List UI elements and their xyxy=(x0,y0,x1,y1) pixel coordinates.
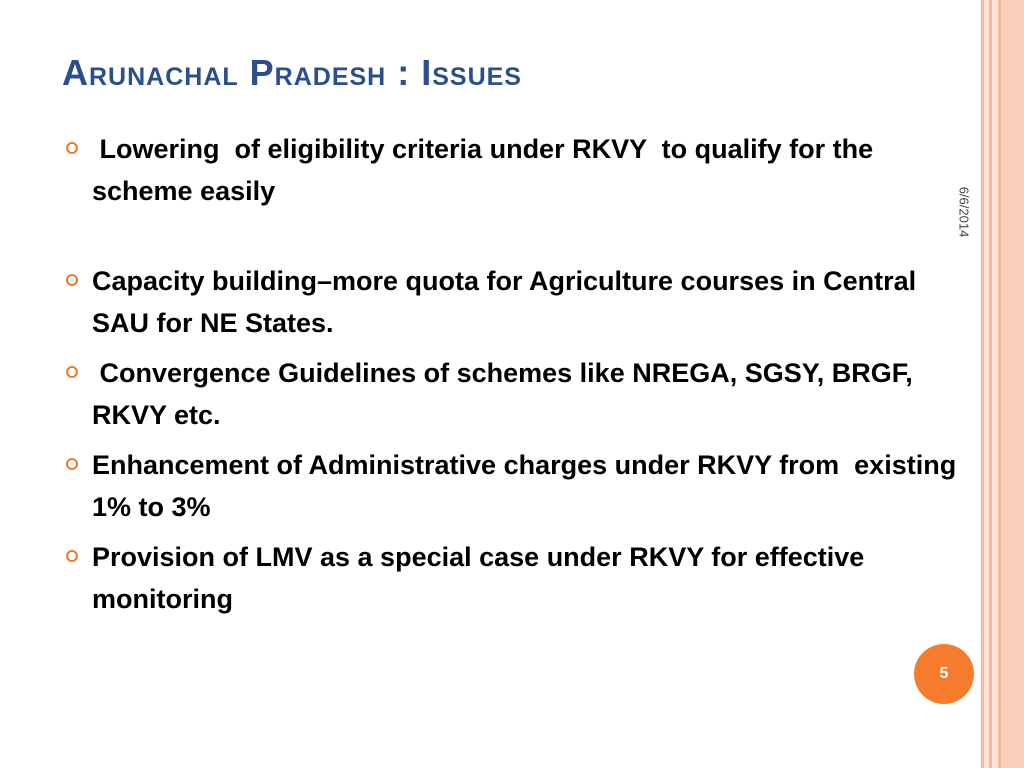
bullet-text: Lowering of eligibility criteria under RKVY to qualify for the scheme easily xyxy=(92,134,881,206)
bullet-text: Convergence Guidelines of schemes like NREGA, SGSY, BRGF, RKVY etc. xyxy=(92,358,921,430)
slide-title: Arunachal Pradesh : Issues xyxy=(62,52,522,93)
page-number: 5 xyxy=(939,665,949,682)
bullet-circle-icon xyxy=(66,458,78,470)
decorative-stripe xyxy=(1001,0,1024,768)
bullet-text: Capacity building–more quota for Agriculture courses in Central SAU for NE States. xyxy=(92,266,924,338)
bullet-circle-icon xyxy=(66,550,78,562)
bullet-list xyxy=(62,128,962,620)
bullet-circle-icon xyxy=(66,142,78,154)
page-number-badge xyxy=(914,644,974,704)
bullet-item xyxy=(62,444,962,528)
bullet-item xyxy=(62,128,962,212)
bullet-text: Provision of LMV as a special case under RKVY for effective monitoring xyxy=(92,542,872,614)
bullet-circle-icon xyxy=(66,366,78,378)
bullet-item xyxy=(62,352,962,436)
bullet-circle-icon xyxy=(66,274,78,286)
slide-date: 6/6/2014 xyxy=(956,186,972,238)
bullet-text: Enhancement of Administrative charges under RKVY from existing 1% to 3% xyxy=(92,450,964,522)
bullet-item xyxy=(62,260,962,344)
bullet-item xyxy=(62,536,962,620)
